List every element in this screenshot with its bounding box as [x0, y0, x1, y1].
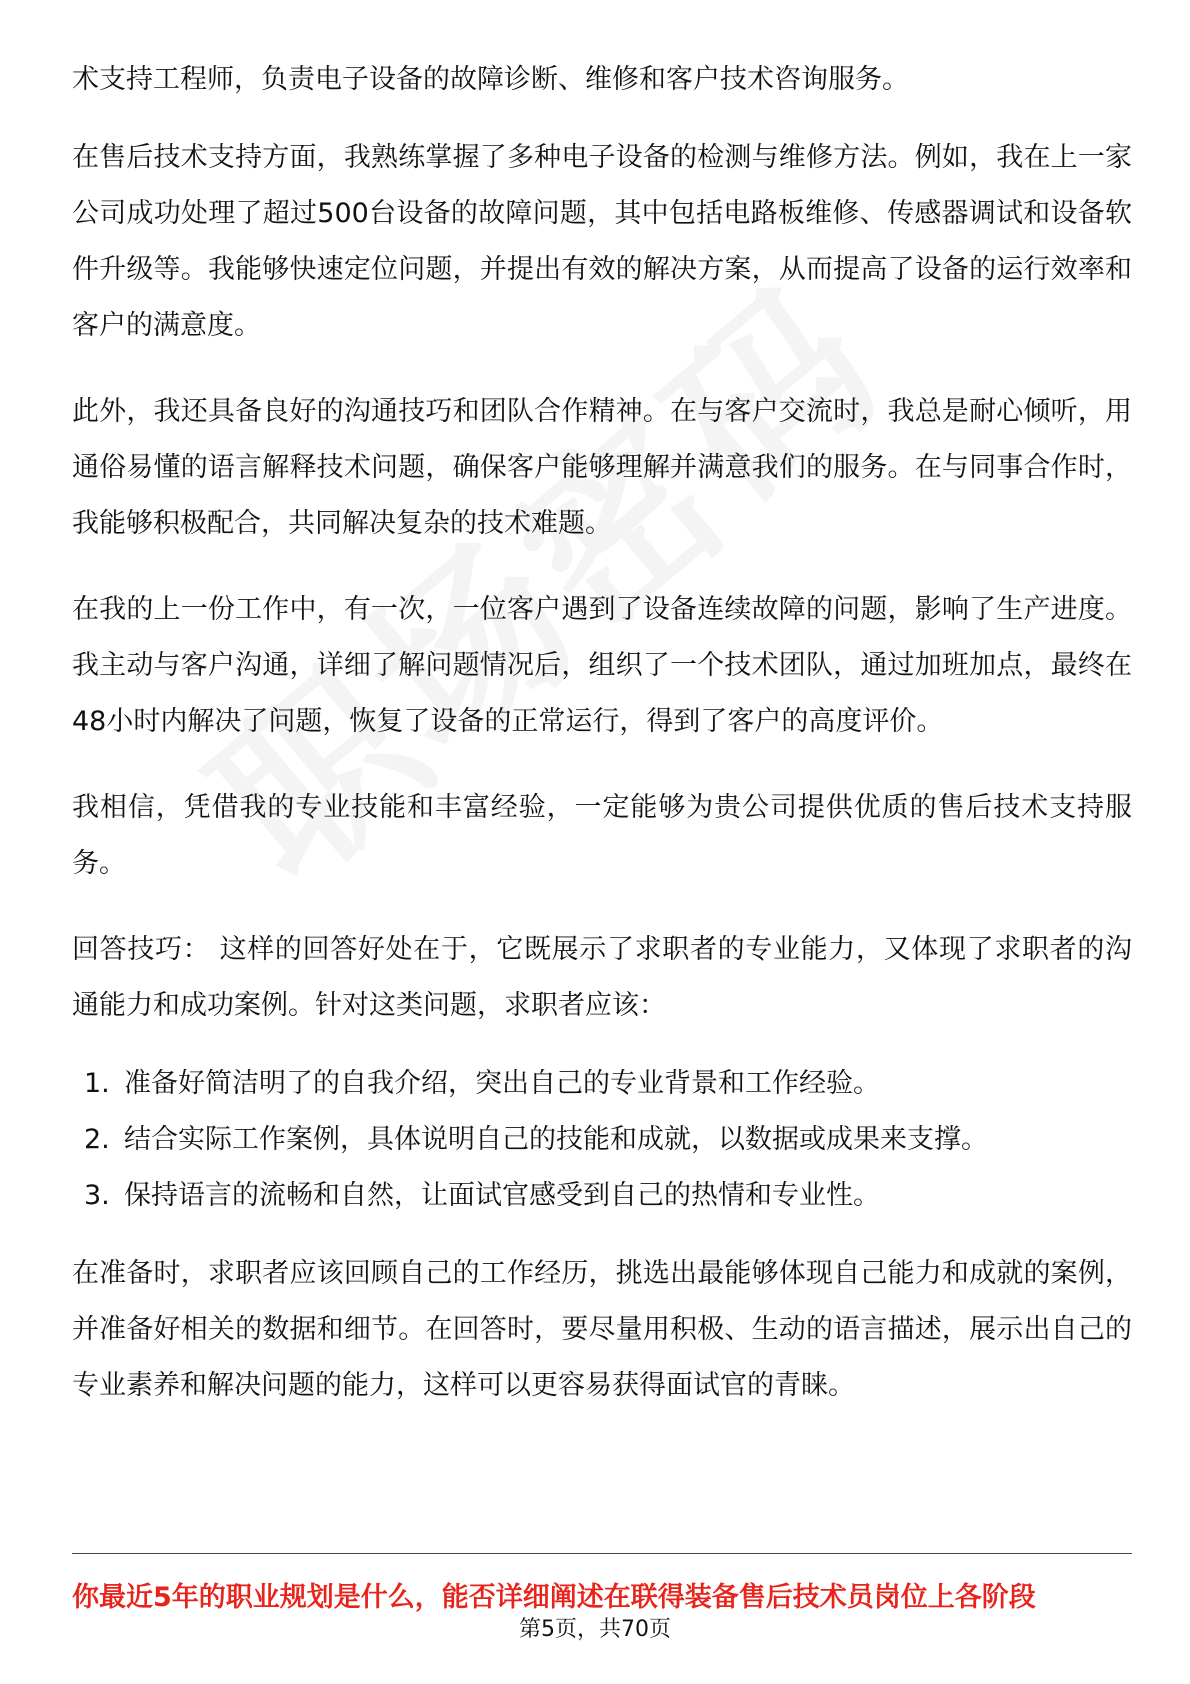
paragraph-communication: 此外，我还具备良好的沟通技巧和团队合作精神。在与客户交流时，我总是耐心倾听，用通俗易懂的语言解释技术问题，确保客户能够理解并满意我们的服务。在与同事合作时，我能够积极配合，共同解决复杂的技术难题。	[72, 396, 1132, 539]
list-item	[84, 1168, 1132, 1224]
list-item-text: 保持语言的流畅和自然，让面试官感受到自己的热情和专业性。	[124, 1180, 880, 1211]
paragraph-preparation: 在准备时，求职者应该回顾自己的工作经历，挑选出最能够体现自己能力和成就的案例，并准备好相关的数据和细节。在回答时，要尽量用积极、生动的语言描述，展示出自己的专业素养和解决问题的能力，这样可以更容易获得面试官的青睐。	[72, 1258, 1132, 1401]
document-body	[72, 52, 1132, 1444]
list-item-number: 2.	[84, 1124, 110, 1155]
list-item-number: 3.	[84, 1180, 110, 1211]
paragraph-answer-tips: 回答技巧： 这样的回答好处在于，它既展示了求职者的专业能力，又体现了求职者的沟通能力和成功案例。针对这类问题，求职者应该：	[72, 934, 1132, 1021]
list-item	[84, 1056, 1132, 1112]
paragraph-conclusion: 我相信，凭借我的专业技能和丰富经验，一定能够为贵公司提供优质的售后技术支持服务。	[72, 792, 1132, 879]
paragraph-intro-continued: 术支持工程师，负责电子设备的故障诊断、维修和客户技术咨询服务。	[72, 64, 909, 95]
paragraph-case-example: 在我的上一份工作中，有一次，一位客户遇到了设备连续故障的问题，影响了生产进度。我主动与客户沟通，详细了解问题情况后，组织了一个技术团队，通过加班加点，最终在48小时内解决了问题，恢复了设备的正常运行，得到了客户的高度评价。	[72, 594, 1132, 737]
paragraph-technical-support: 在售后技术支持方面，我熟练掌握了多种电子设备的检测与维修方法。例如，我在上一家公司成功处理了超过500台设备的故障问题，其中包括电路板维修、传感器调试和设备软件升级等。我能够快速定位问题，并提出有效的解决方案，从而提高了设备的运行效率和客户的满意度。	[72, 142, 1132, 341]
list-item-text: 准备好简洁明了的自我介绍，突出自己的专业背景和工作经验。	[124, 1068, 880, 1099]
tips-list	[72, 1056, 1132, 1224]
list-item	[84, 1112, 1132, 1168]
next-question-heading: 你最近5年的职业规划是什么，能否详细阐述在联得装备售后技术员岗位上各阶段	[72, 1582, 1036, 1613]
page-number: 第5页，共70页	[519, 1617, 671, 1642]
list-item-number: 1.	[84, 1068, 110, 1099]
section-divider	[72, 1553, 1132, 1554]
list-item-text: 结合实际工作案例，具体说明自己的技能和成就，以数据或成果来支撑。	[124, 1124, 988, 1155]
